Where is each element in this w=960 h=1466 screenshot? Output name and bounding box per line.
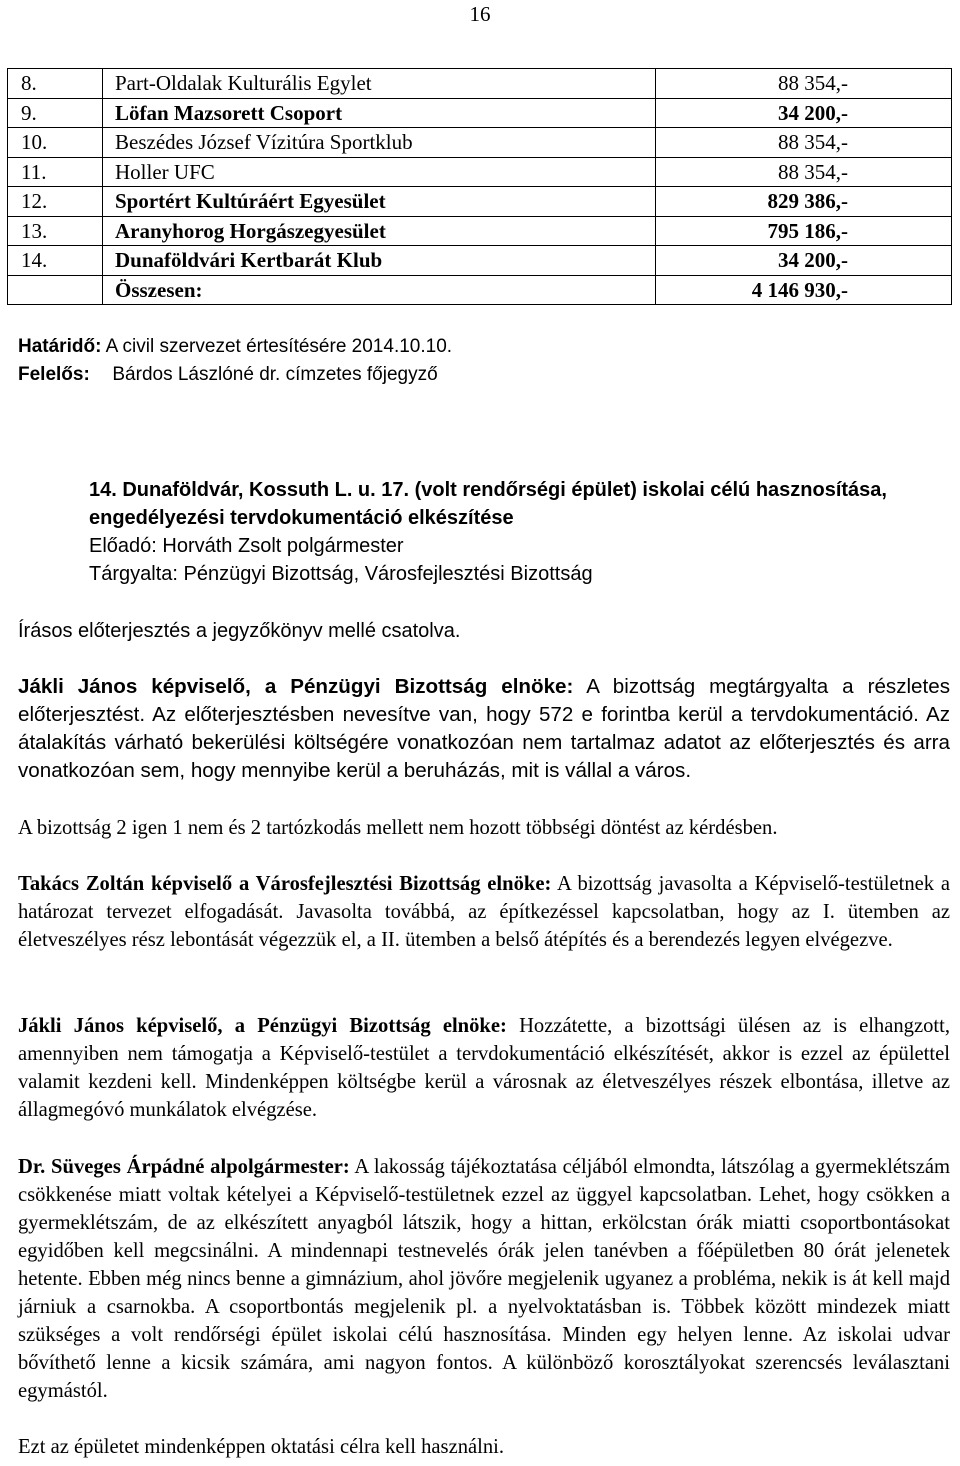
grant-amount: 88 354,- [656, 128, 952, 158]
grant-amount: 795 186,- [656, 216, 952, 246]
organization-name: Sportért Kultúráért Egyesület [103, 187, 656, 217]
table-row [8, 246, 952, 276]
row-number: 13. [8, 216, 103, 246]
organization-name: Löfan Mazsorett Csoport [103, 98, 656, 128]
agenda-item-discussed-by: Tárgyalta: Pénzügyi Bizottság, Városfejlesztési Bizottság [89, 563, 593, 585]
agenda-item-title-line2: engedélyezési tervdokumentáció elkészítése [89, 507, 514, 529]
row-number: 12. [8, 187, 103, 217]
paragraph-jakli-1 [18, 673, 950, 785]
table-row [8, 128, 952, 158]
organization-name: Holler UFC [103, 157, 656, 187]
paragraph-suveges [18, 1153, 950, 1405]
grant-amount: 88 354,- [656, 69, 952, 99]
table-row [8, 98, 952, 128]
deadline-text: A civil szervezet értesítésére 2014.10.10. [105, 336, 453, 357]
paragraph-text: A lakosság tájékoztatása céljából elmondta, látszólag a gyermeklétszám csökkenése miatt voltak kételyei a Képviselő-testületnek ezzel az üggyel kapcsolatban. Lehet, hogy csökken a gyermeklétszám, de az elkészített anyagból látszik, hogy a hittan, erkölcstan órák miatti csoportbontásokat egyidőben kell megcsinálni. A mindennapi testnevelés órák jelen tanévben a főépületben 80 órát jelenetek hetente. Ebben még nincs benne a gimnázium, ahol jövőre megjelenik ugyanez a probléma, nekik is át kell majd járniuk a csarnokba. A csoportbontás megjelenik pl. a nyelvoktatásban is. Többek között mindezek miatt szükséges a volt rendőrségi épület iskolai célú hasznosítása. Minden egy helyen lenne. Az iskolai udvar bővíthető lenne a kicsik számára, ami nagyon fontos. A különböző korosztályokat szerencsés leválasztani egymástól. [18, 1156, 950, 1402]
table-row [8, 275, 952, 305]
deadline-line [18, 336, 452, 358]
grant-amount: 4 146 930,- [656, 275, 952, 305]
deadline-label: Határidő: [18, 336, 102, 357]
grants-table [7, 68, 952, 305]
agenda-item-title-line1: 14. Dunaföldvár, Kossuth L. u. 17. (volt rendőrségi épület) iskolai célú hasznosítása, [89, 479, 887, 501]
speaker-name: Dr. Süveges Árpádné alpolgármester: [18, 1156, 350, 1178]
grant-amount: 34 200,- [656, 246, 952, 276]
paragraph-text: Ezt az épületet mindenképpen oktatási célra kell használni. [18, 1436, 505, 1458]
organization-name: Part-Oldalak Kulturális Egylet [103, 69, 656, 99]
row-number [8, 275, 103, 305]
page-number: 16 [469, 2, 491, 26]
responsible-text: Bárdos Lászlóné dr. címzetes főjegyző [112, 364, 438, 385]
speaker-name: Takács Zoltán képviselő a Városfejlesztési Bizottság elnöke: [18, 873, 552, 895]
row-number: 9. [8, 98, 103, 128]
paragraph-text: A bizottság javasolta a Képviselő-testületnek a határozat tervezet elfogadását. Javasolta továbbá, az építkezéssel kapcsolatban, hogy az I. ütemben az életveszélyes rész lebontását végezzük el, a II. ütemben a belső átépítés és a berendezés legyen elvégezve. [18, 873, 950, 951]
paragraph-closing [18, 1433, 950, 1461]
row-number: 10. [8, 128, 103, 158]
table-row [8, 157, 952, 187]
grant-amount: 829 386,- [656, 187, 952, 217]
paragraph-text: A bizottság 2 igen 1 nem és 2 tartózkodás mellett nem hozott többségi döntést az kérdésben. [18, 817, 778, 839]
speaker-name: Jákli János képviselő, a Pénzügyi Bizottság elnöke: [18, 1015, 507, 1037]
agenda-item-heading [89, 476, 887, 588]
row-number: 11. [8, 157, 103, 187]
table-row [8, 187, 952, 217]
responsible-line [18, 364, 438, 386]
paragraph-committee-vote [18, 814, 950, 842]
table-row [8, 216, 952, 246]
organization-name: Összesen: [103, 275, 656, 305]
organization-name: Aranyhorog Horgászegyesület [103, 216, 656, 246]
organization-name: Beszédes József Vízitúra Sportklub [103, 128, 656, 158]
paragraph-jakli-2 [18, 1012, 950, 1124]
row-number: 8. [8, 69, 103, 99]
grant-amount: 88 354,- [656, 157, 952, 187]
row-number: 14. [8, 246, 103, 276]
grant-amount: 34 200,- [656, 98, 952, 128]
agenda-item-presenter: Előadó: Horváth Zsolt polgármester [89, 535, 404, 557]
paragraph-takacs [18, 870, 950, 954]
responsible-label: Felelős: [18, 364, 90, 385]
paragraph-text: A bizottság megtárgyalta a részletes előterjesztést. Az előterjesztésben nevesítve van, hogy 572 e forintba kerül a tervdokumentáció. Az átalakítás várható bekerülési költségére vonatkozóan nem tartalmaz adatot az előterjesztés és arra vonatkozóan sem, hogy mennyibe kerül a beruházás, mit is vállal a város. [18, 675, 950, 782]
organization-name: Dunaföldvári Kertbarát Klub [103, 246, 656, 276]
written-note: Írásos előterjesztés a jegyzőkönyv mellé csatolva. [18, 620, 461, 642]
table-row [8, 69, 952, 99]
speaker-name: Jákli János képviselő, a Pénzügyi Bizottság elnöke: [18, 675, 574, 698]
paragraph-text: Hozzátette, a bizottsági ülésen az is elhangzott, amennyiben nem támogatja a Képviselő-testület a tervdokumentáció elkészítését, akkor is ezzel az épülettel valamit kezdeni kell. Mindenképpen költségbe kerül a városnak az életveszélyes részek elbontása, illetve az állagmegóvó munkálatok elvégzése. [18, 1015, 950, 1121]
